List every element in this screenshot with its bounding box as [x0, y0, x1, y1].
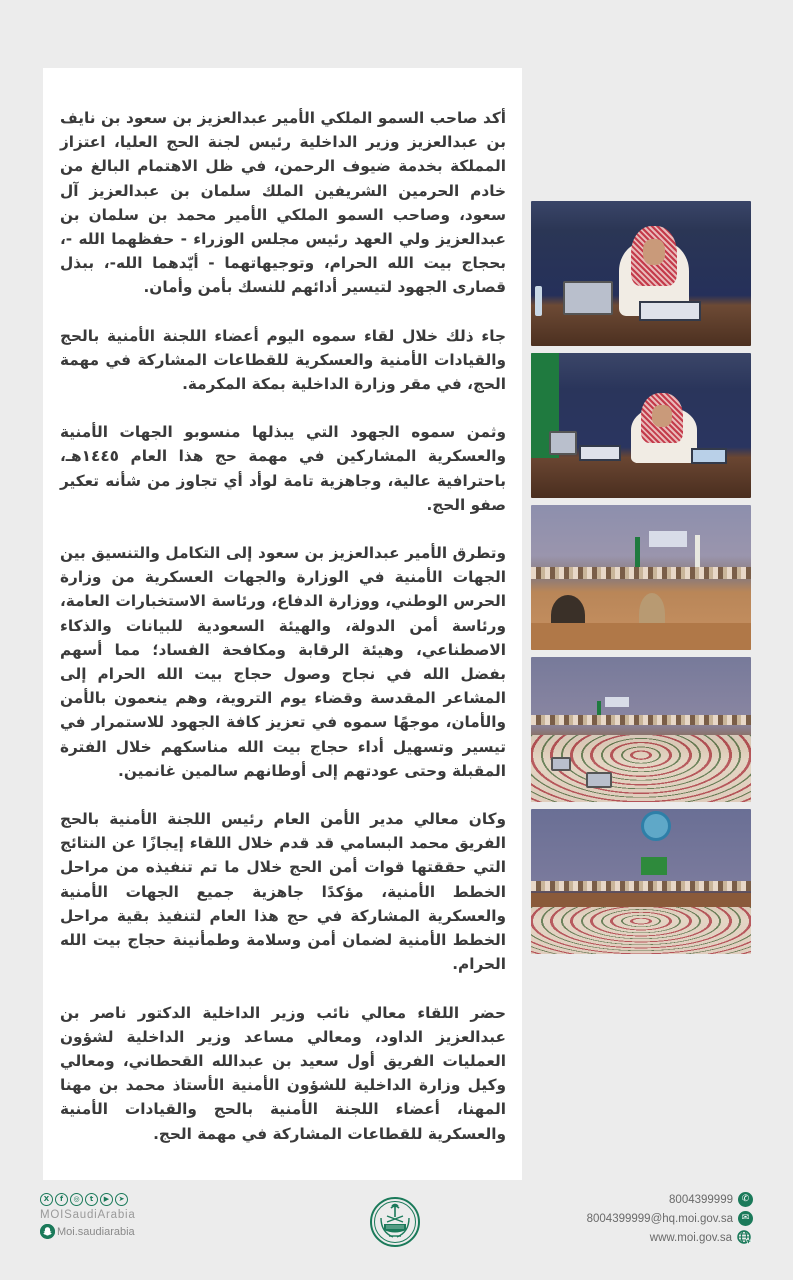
- telegram-icon[interactable]: ➤: [115, 1193, 128, 1206]
- monitor: [551, 757, 571, 771]
- phone-row[interactable]: [587, 1190, 753, 1209]
- photo-minister-closeup[interactable]: [531, 201, 751, 346]
- contact-info: [587, 1190, 753, 1247]
- website-row[interactable]: [587, 1228, 753, 1247]
- nameplate: [639, 301, 701, 321]
- instagram-icon[interactable]: ◎: [70, 1193, 83, 1206]
- article-paragraph: وثمن سموه الجهود التي يبذلها منسوبو الجهات الأمنية والعسكرية المشاركين في مهمة حج هذا العام ١٤٤٥هـ، باحترافية عالية، وجاهزية تامة لوأد أي تجاوز من شأنه تعكير صفو الحج.: [60, 423, 506, 514]
- photo-meeting-hall-wide[interactable]: [531, 657, 751, 802]
- article-body: [60, 106, 506, 1170]
- email-icon: ✉: [738, 1211, 753, 1226]
- seated-officials: [531, 881, 751, 891]
- youtube-icon[interactable]: ▶: [100, 1193, 113, 1206]
- facebook-icon[interactable]: f: [55, 1193, 68, 1206]
- desk-row: [531, 893, 751, 907]
- article-paragraph: وكان معالي مدير الأمن العام رئيس اللجنة الأمنية بالحج الفريق محمد البسامي قد قدم خلال اللقاء إيجازًا عن النتائج التي حققتها قوات أمن الحج خلال ما تم تنفيذه من مراحل الخطط الأمنية، مؤكدًا جاهزية جميع الجهات الأمنية والعسكرية المشاركة في حج هذا العام لتنفيذ بقية مراحل الخطط الأمنية لضمان أمن وسلامة وطمأنينة حجاج بيت الله الحرام.: [60, 810, 506, 974]
- phone-number: 8004399999: [669, 1193, 733, 1206]
- tumblr-icon[interactable]: t: [85, 1193, 98, 1206]
- portraits: [649, 531, 687, 547]
- email-row[interactable]: [587, 1209, 753, 1228]
- nameplate: [579, 445, 621, 461]
- chairs: [531, 623, 751, 650]
- article-card: [43, 68, 522, 1180]
- photo-meeting-room[interactable]: [531, 505, 751, 650]
- article-paragraph: حضر اللقاء معالي نائب وزير الداخلية الدكتور ناصر بن عبدالعزيز الداود، ومعالي مساعد وزير الداخلية لشؤون العمليات الفريق أول سعيد بن عبدالله القحطاني، ومعالي وكيل وزارة الداخلية للشؤون الأمنية الأستاذ محمد بن مهنا المهنا، أعضاء اللجنة الأمنية بالحج والقيادات الأمنية والعسكرية للقطاعات المشاركة في مهمة الحج.: [60, 1003, 506, 1143]
- photo-meeting-hall-emblem[interactable]: [531, 809, 751, 954]
- face: [643, 239, 665, 265]
- monitor: [563, 281, 613, 315]
- display-screen: [641, 857, 667, 875]
- snapchat-icon: [40, 1224, 55, 1239]
- website-url: www.moi.gov.sa: [649, 1231, 732, 1244]
- water-bottle: [535, 286, 542, 316]
- phone-icon: ✆: [738, 1192, 753, 1207]
- photo-minister-with-flag[interactable]: [531, 353, 751, 498]
- social-handle[interactable]: MOISaudiArabia: [40, 1209, 136, 1221]
- monitor: [586, 772, 612, 788]
- globe-cursor-icon: [737, 1230, 753, 1246]
- nameplate: [691, 448, 727, 464]
- x-icon[interactable]: X: [40, 1193, 53, 1206]
- email-address: 8004399999@hq.moi.gov.sa: [586, 1212, 733, 1225]
- article-paragraph: أكد صاحب السمو الملكي الأمير عبدالعزيز بن سعود بن نايف بن عبدالعزيز وزير الداخلية رئيس لجنة الحج العليا، اعتزاز المملكة بخدمة ضيوف الرحمن، في ظل الاهتمام البالغ من خادم الحرمين الشريفين الملك سلمان بن عبدالعزيز آل سعود، وصاحب السمو الملكي الأمير محمد بن سلمان بن عبدالعزيز ولي العهد رئيس مجلس الوزراء - حفظهما الله -، بحجاج بيت الله الحرام، وتوجيهاتهما - أيّدهما الله-، ببذل قصارى الجهود لتيسير أدائهم للنسك بأمن وأمان.: [60, 109, 506, 297]
- article-paragraph: وتطرق الأمير عبدالعزيز بن سعود إلى التكامل والتنسيق بين الجهات الأمنية في الوزارة والجهات العسكرية من وزارة الحرس الوطني، ووزارة الدفاع، ورئاسة الاستخبارات العامة، ورئاسة أمن الدولة، والهيئة السعودية للبيانات والذكاء الاصطناعي، وهيئة الرقابة ومكافحة الفساد؛ مما أسهم بفضل الله في نجاح وصول حجاج بيت الله الحرام إلى المشاعر المقدسة وقضاء يوم التروية، وهم ينعمون بالأمن والأمان، موجهًا سموه في تعزيز كافة الجهود للاستمرار في تيسير وتسهيل أداء حجاج بيت الله مناسكهم خلال الفترة المقبلة وحتى عودتهم إلى أوطانهم سالمين غانمين.: [60, 544, 506, 780]
- snapchat-handle: Moi.saudiarabia: [57, 1225, 135, 1238]
- emblem-seal: [641, 811, 671, 841]
- carpet: [531, 907, 751, 954]
- social-icon-row: [40, 1193, 136, 1206]
- seated-officials: [531, 715, 751, 725]
- photo-column: [531, 201, 751, 961]
- portraits: [605, 697, 629, 707]
- face: [652, 405, 672, 427]
- article-paragraph: جاء ذلك خلال لقاء سموه اليوم أعضاء اللجنة الأمنية بالحج والقيادات الأمنية والعسكرية للقطاعات المشاركة في مهمة الحج، في مقر وزارة الداخلية بمكة المكرمة.: [60, 326, 506, 394]
- monitor: [549, 431, 577, 455]
- snapchat-link[interactable]: [40, 1224, 136, 1239]
- social-links: [40, 1193, 136, 1239]
- seated-officials: [531, 567, 751, 579]
- moi-emblem-logo: [369, 1196, 421, 1248]
